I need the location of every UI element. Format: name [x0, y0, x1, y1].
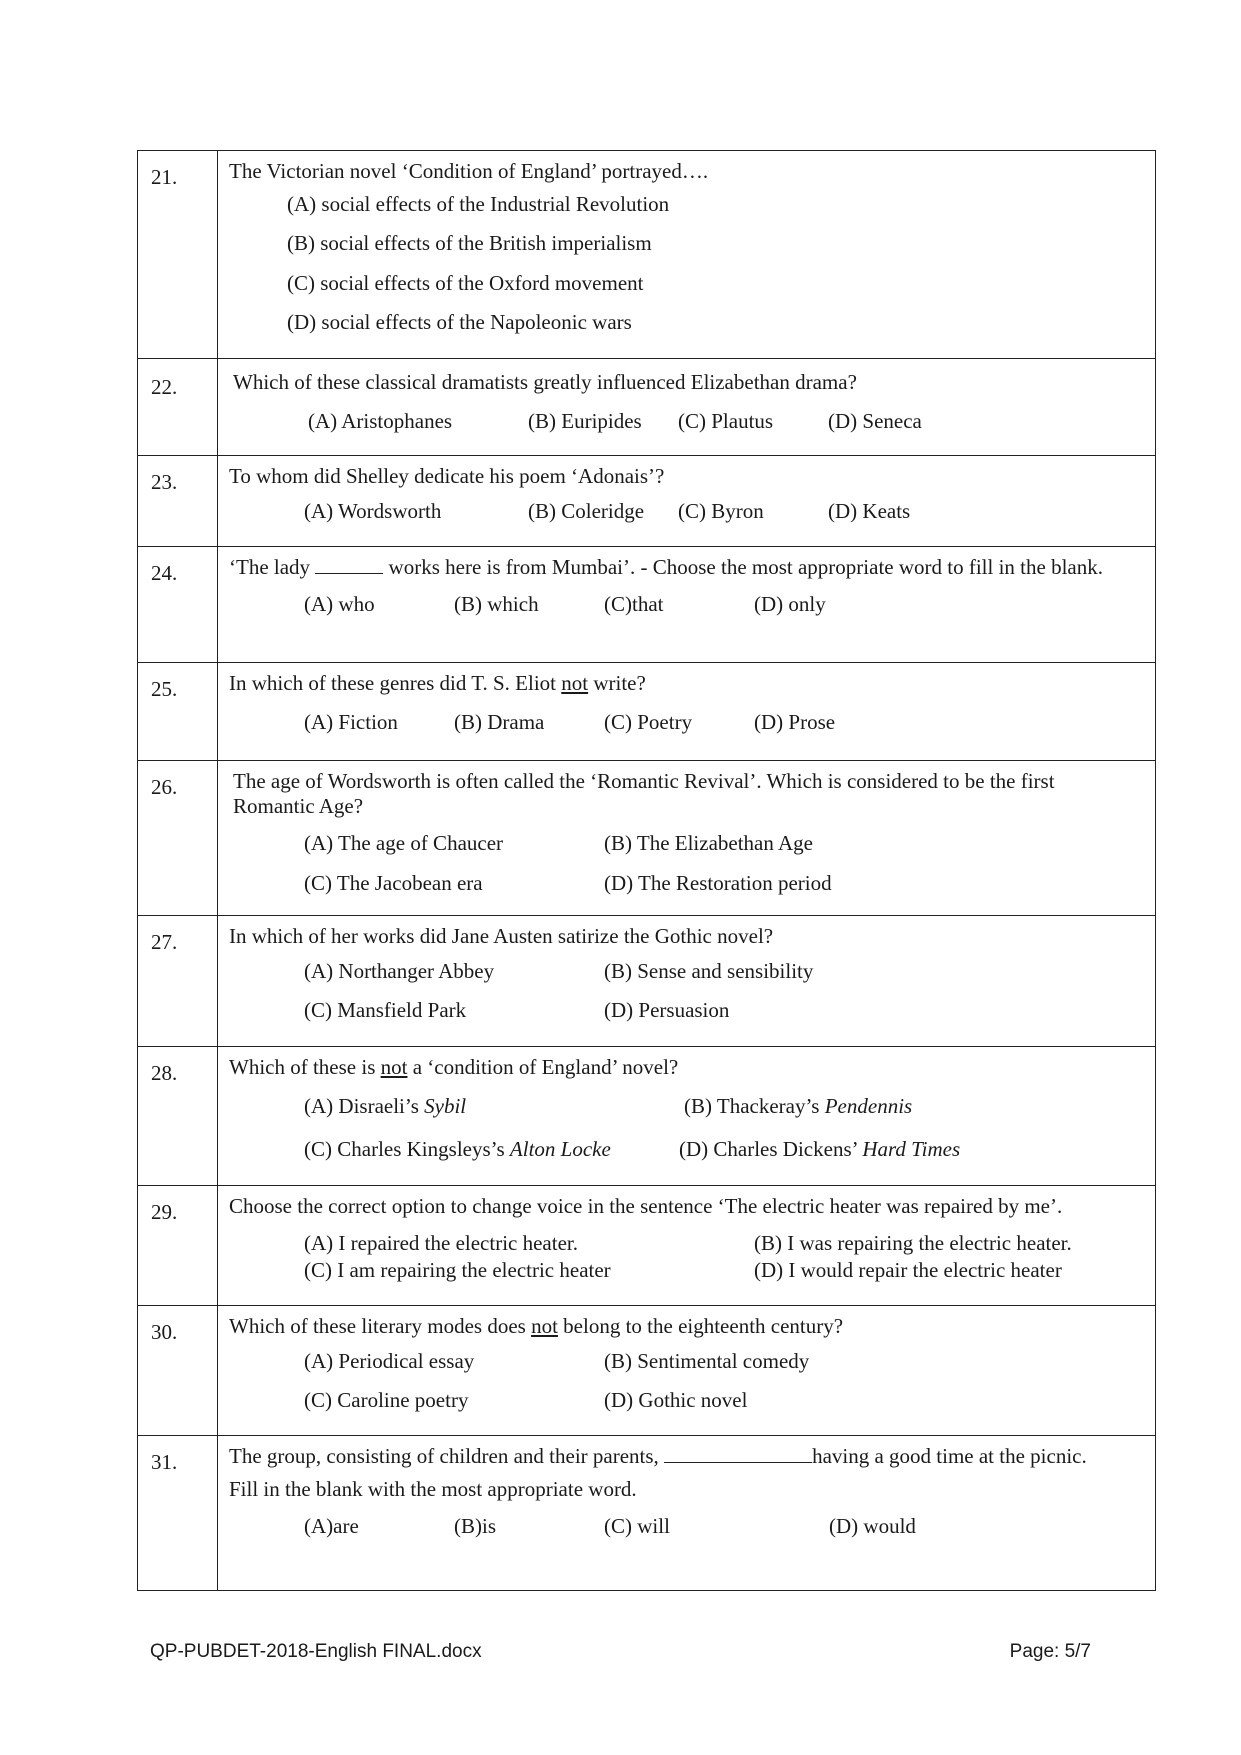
option-title: Alton Locke: [509, 1137, 611, 1162]
options: [304, 710, 1141, 735]
option-b: (B) Euripides: [528, 409, 642, 434]
option-title: Hard Times: [862, 1137, 961, 1162]
question-body: [218, 547, 1156, 663]
option-a: (A)are: [304, 1514, 359, 1539]
option-c: (C) Byron: [678, 499, 764, 524]
option-title: Pendennis: [824, 1094, 913, 1119]
question-body: [218, 359, 1156, 456]
page-footer: [150, 1641, 1091, 1663]
question-text: To whom did Shelley dedicate his poem ‘Adonais’?: [229, 464, 665, 488]
options: [304, 1514, 1141, 1539]
question-number: 28.: [138, 1047, 218, 1186]
question-body: [218, 1186, 1156, 1306]
option-a: [304, 1094, 684, 1119]
question-body: [218, 916, 1156, 1047]
option-d: (D) Persuasion: [604, 998, 730, 1023]
question-text: In which of her works did Jane Austen satirize the Gothic novel?: [229, 924, 774, 948]
option-b: [684, 1094, 912, 1119]
question-number: 21.: [138, 151, 218, 359]
options: [287, 192, 1141, 335]
option-d: [679, 1137, 960, 1162]
option-d: (D) social effects of the Napoleonic wars: [287, 309, 632, 334]
question-number: 22.: [138, 359, 218, 456]
fill-blank: [315, 557, 383, 574]
question-text: Which of these classical dramatists greatly influenced Elizabethan drama?: [233, 370, 857, 394]
option-d: (D) I would repair the electric heater: [754, 1258, 1062, 1283]
fill-blank: [664, 1446, 812, 1463]
question-number: 29.: [138, 1186, 218, 1306]
option-a: (A) Wordsworth: [304, 499, 442, 524]
question-row: [138, 151, 1156, 359]
options: [304, 831, 1141, 895]
question-text-part: In which of these genres did T. S. Eliot: [229, 671, 562, 695]
options: [304, 1349, 1141, 1413]
question-body: [218, 1306, 1156, 1436]
option-a: (A) social effects of the Industrial Revolution: [287, 192, 670, 217]
option-d: (D) Keats: [828, 499, 911, 524]
option-b: (B) social effects of the British imperialism: [287, 231, 652, 256]
option-c: (C) I am repairing the electric heater: [304, 1258, 611, 1283]
option-author: (A) Disraeli’s: [304, 1094, 425, 1119]
option-b: (B) I was repairing the electric heater.: [754, 1231, 1072, 1256]
question-row: [138, 761, 1156, 916]
question-number: 25.: [138, 663, 218, 761]
question-text: The Victorian novel ‘Condition of England’ portrayed….: [229, 159, 709, 183]
options: [308, 409, 1141, 434]
underlined-word: not: [561, 671, 589, 695]
options: [304, 1231, 1141, 1283]
option-a: (A) Northanger Abbey: [304, 959, 495, 984]
question-number: 27.: [138, 916, 218, 1047]
question-text: The age of Wordsworth is often called the ‘Romantic Revival’. Which is considered to be the first Romantic Age?: [233, 769, 1055, 819]
option-author: (D) Charles Dickens’: [679, 1137, 863, 1162]
option-a: (A) who: [304, 592, 375, 617]
option-c: (C) Poetry: [604, 710, 693, 735]
question-text-part: The group, consisting of children and their parents,: [229, 1444, 665, 1468]
option-c: (C) Mansfield Park: [304, 998, 467, 1023]
question-body: [218, 1047, 1156, 1186]
option-a: (A) I repaired the electric heater.: [304, 1231, 578, 1256]
question-text-part: a ‘condition of England’ novel?: [407, 1055, 679, 1079]
option-d: (D) only: [754, 592, 826, 617]
question-number: 23.: [138, 456, 218, 547]
option-a: (A) Aristophanes: [308, 409, 453, 434]
option-d: (D) Prose: [754, 710, 836, 735]
option-b: (B) Drama: [454, 710, 545, 735]
question-body: [218, 1436, 1156, 1591]
question-text-part: write?: [588, 671, 646, 695]
question-row: [138, 1186, 1156, 1306]
question-text: [229, 671, 1141, 696]
question-row: [138, 916, 1156, 1047]
questions-table: [137, 150, 1156, 1591]
option-c: (C) Plautus: [678, 409, 774, 434]
question-text-part: having a good time at the picnic.: [812, 1444, 1087, 1468]
question-text: [229, 555, 1141, 580]
option-b: (B) Coleridge: [528, 499, 645, 524]
question-body: [218, 663, 1156, 761]
option-d: (D) Seneca: [828, 409, 922, 434]
option-author: (C) Charles Kingsleys’s: [304, 1137, 510, 1162]
question-row: [138, 359, 1156, 456]
question-text-part: works here is from Mumbai’. - Choose the most appropriate word to fill in the blank.: [383, 555, 1103, 579]
footer-page-number: Page: 5/7: [1009, 1641, 1091, 1662]
underlined-word: not: [380, 1055, 408, 1079]
question-row: [138, 663, 1156, 761]
question-number: 24.: [138, 547, 218, 663]
option-a: (A) Fiction: [304, 710, 398, 735]
instruction-note: Fill in the blank with the most appropriate word.: [229, 1477, 637, 1502]
option-c: (C) The Jacobean era: [304, 870, 483, 895]
option-b: (B) The Elizabethan Age: [604, 831, 813, 856]
question-text: [229, 1314, 1141, 1339]
question-number: 26.: [138, 761, 218, 916]
option-c: [304, 1137, 679, 1162]
option-c: (C) Caroline poetry: [304, 1388, 469, 1413]
underlined-word: not: [531, 1314, 558, 1338]
option-d: (D) would: [829, 1514, 916, 1539]
question-text-part: Which of these literary modes does: [229, 1314, 532, 1338]
options: [304, 959, 1141, 1023]
footer-filename: QP-PUBDET-2018-English FINAL.docx: [150, 1641, 482, 1662]
question-text-part: ‘The lady: [229, 555, 316, 579]
option-b: (B) Sentimental comedy: [604, 1349, 810, 1374]
option-b: (B) Sense and sensibility: [604, 959, 814, 984]
option-b: (B)is: [454, 1514, 496, 1539]
question-row: [138, 456, 1156, 547]
question-row: [138, 1306, 1156, 1436]
question-row: [138, 1047, 1156, 1186]
question-number: 31.: [138, 1436, 218, 1591]
options: [304, 499, 1141, 524]
option-c: (C) will: [604, 1514, 670, 1539]
question-body: [218, 456, 1156, 547]
option-a: (A) Periodical essay: [304, 1349, 475, 1374]
question-body: [218, 761, 1156, 916]
option-author: (B) Thackeray’s: [684, 1094, 825, 1119]
question-row: [138, 1436, 1156, 1591]
option-d: (D) Gothic novel: [604, 1388, 748, 1413]
question-text: Choose the correct option to change voice in the sentence ‘The electric heater was repaired by me’.: [229, 1194, 1063, 1218]
question-body: [218, 151, 1156, 359]
question-text-part: belong to the eighteenth century?: [557, 1314, 844, 1338]
question-text-part: Which of these is: [229, 1055, 381, 1079]
option-d: (D) The Restoration period: [604, 870, 832, 895]
question-text: [229, 1055, 1141, 1080]
option-title: Sybil: [424, 1094, 467, 1119]
question-number: 30.: [138, 1306, 218, 1436]
question-text: [229, 1444, 1141, 1469]
options: [304, 1094, 1141, 1162]
option-c: (C)that: [604, 592, 664, 617]
options: [304, 592, 1141, 617]
option-a: (A) The age of Chaucer: [304, 831, 504, 856]
option-b: (B) which: [454, 592, 539, 617]
question-row: [138, 547, 1156, 663]
option-c: (C) social effects of the Oxford movement: [287, 270, 644, 295]
